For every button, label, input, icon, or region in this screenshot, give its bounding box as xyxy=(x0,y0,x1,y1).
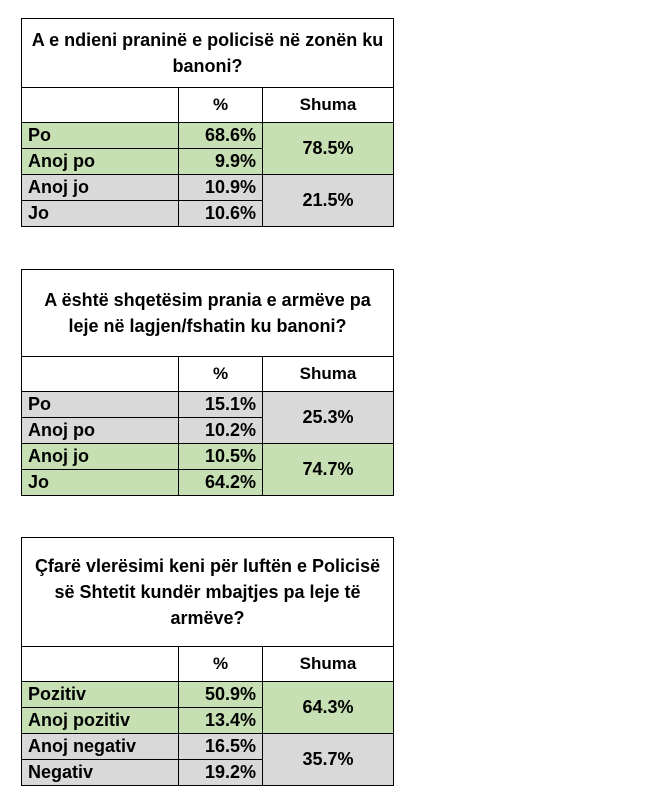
row-label: Po xyxy=(22,392,179,418)
row-value: 16.5% xyxy=(179,734,263,760)
row-value: 68.6% xyxy=(179,123,263,149)
row-label: Anoj po xyxy=(22,149,179,175)
row-value: 10.6% xyxy=(179,201,263,227)
header-percent: % xyxy=(179,647,263,682)
row-label: Jo xyxy=(22,201,179,227)
police-presence-table xyxy=(21,18,394,227)
header-blank xyxy=(22,647,179,682)
table-row xyxy=(22,392,394,418)
header-sum: Shuma xyxy=(263,88,394,123)
row-label: Anoj jo xyxy=(22,444,179,470)
sum-positive: 25.3% xyxy=(263,392,394,444)
sum-negative: 74.7% xyxy=(263,444,394,496)
row-label: Anoj negativ xyxy=(22,734,179,760)
row-value: 9.9% xyxy=(179,149,263,175)
row-value: 10.9% xyxy=(179,175,263,201)
row-label: Pozitiv xyxy=(22,682,179,708)
table-row xyxy=(22,444,394,470)
sum-negative: 21.5% xyxy=(263,175,394,227)
header-blank xyxy=(22,357,179,392)
header-percent: % xyxy=(179,357,263,392)
header-blank xyxy=(22,88,179,123)
table-row xyxy=(22,175,394,201)
header-sum: Shuma xyxy=(263,357,394,392)
weapons-concern-table xyxy=(21,269,394,496)
police-assessment-table xyxy=(21,537,394,786)
header-sum: Shuma xyxy=(263,647,394,682)
sum-positive: 64.3% xyxy=(263,682,394,734)
row-value: 19.2% xyxy=(179,760,263,786)
table-row xyxy=(22,123,394,149)
row-label: Anoj pozitiv xyxy=(22,708,179,734)
row-label: Po xyxy=(22,123,179,149)
header-percent: % xyxy=(179,88,263,123)
row-value: 10.2% xyxy=(179,418,263,444)
sum-negative: 35.7% xyxy=(263,734,394,786)
row-label: Negativ xyxy=(22,760,179,786)
sum-positive: 78.5% xyxy=(263,123,394,175)
table-title: A e ndieni praninë e policisë në zonën ku banoni? xyxy=(22,19,394,88)
row-label: Anoj po xyxy=(22,418,179,444)
row-value: 15.1% xyxy=(179,392,263,418)
row-value: 50.9% xyxy=(179,682,263,708)
table-row xyxy=(22,734,394,760)
table-title: A është shqetësim prania e armëve pa leje në lagjen/fshatin ku banoni? xyxy=(22,270,394,357)
row-value: 10.5% xyxy=(179,444,263,470)
row-label: Jo xyxy=(22,470,179,496)
row-value: 13.4% xyxy=(179,708,263,734)
table-row xyxy=(22,682,394,708)
row-value: 64.2% xyxy=(179,470,263,496)
row-label: Anoj jo xyxy=(22,175,179,201)
table-title: Çfarë vlerësimi keni për luftën e Policisë së Shtetit kundër mbajtjes pa leje të armëve? xyxy=(22,538,394,647)
